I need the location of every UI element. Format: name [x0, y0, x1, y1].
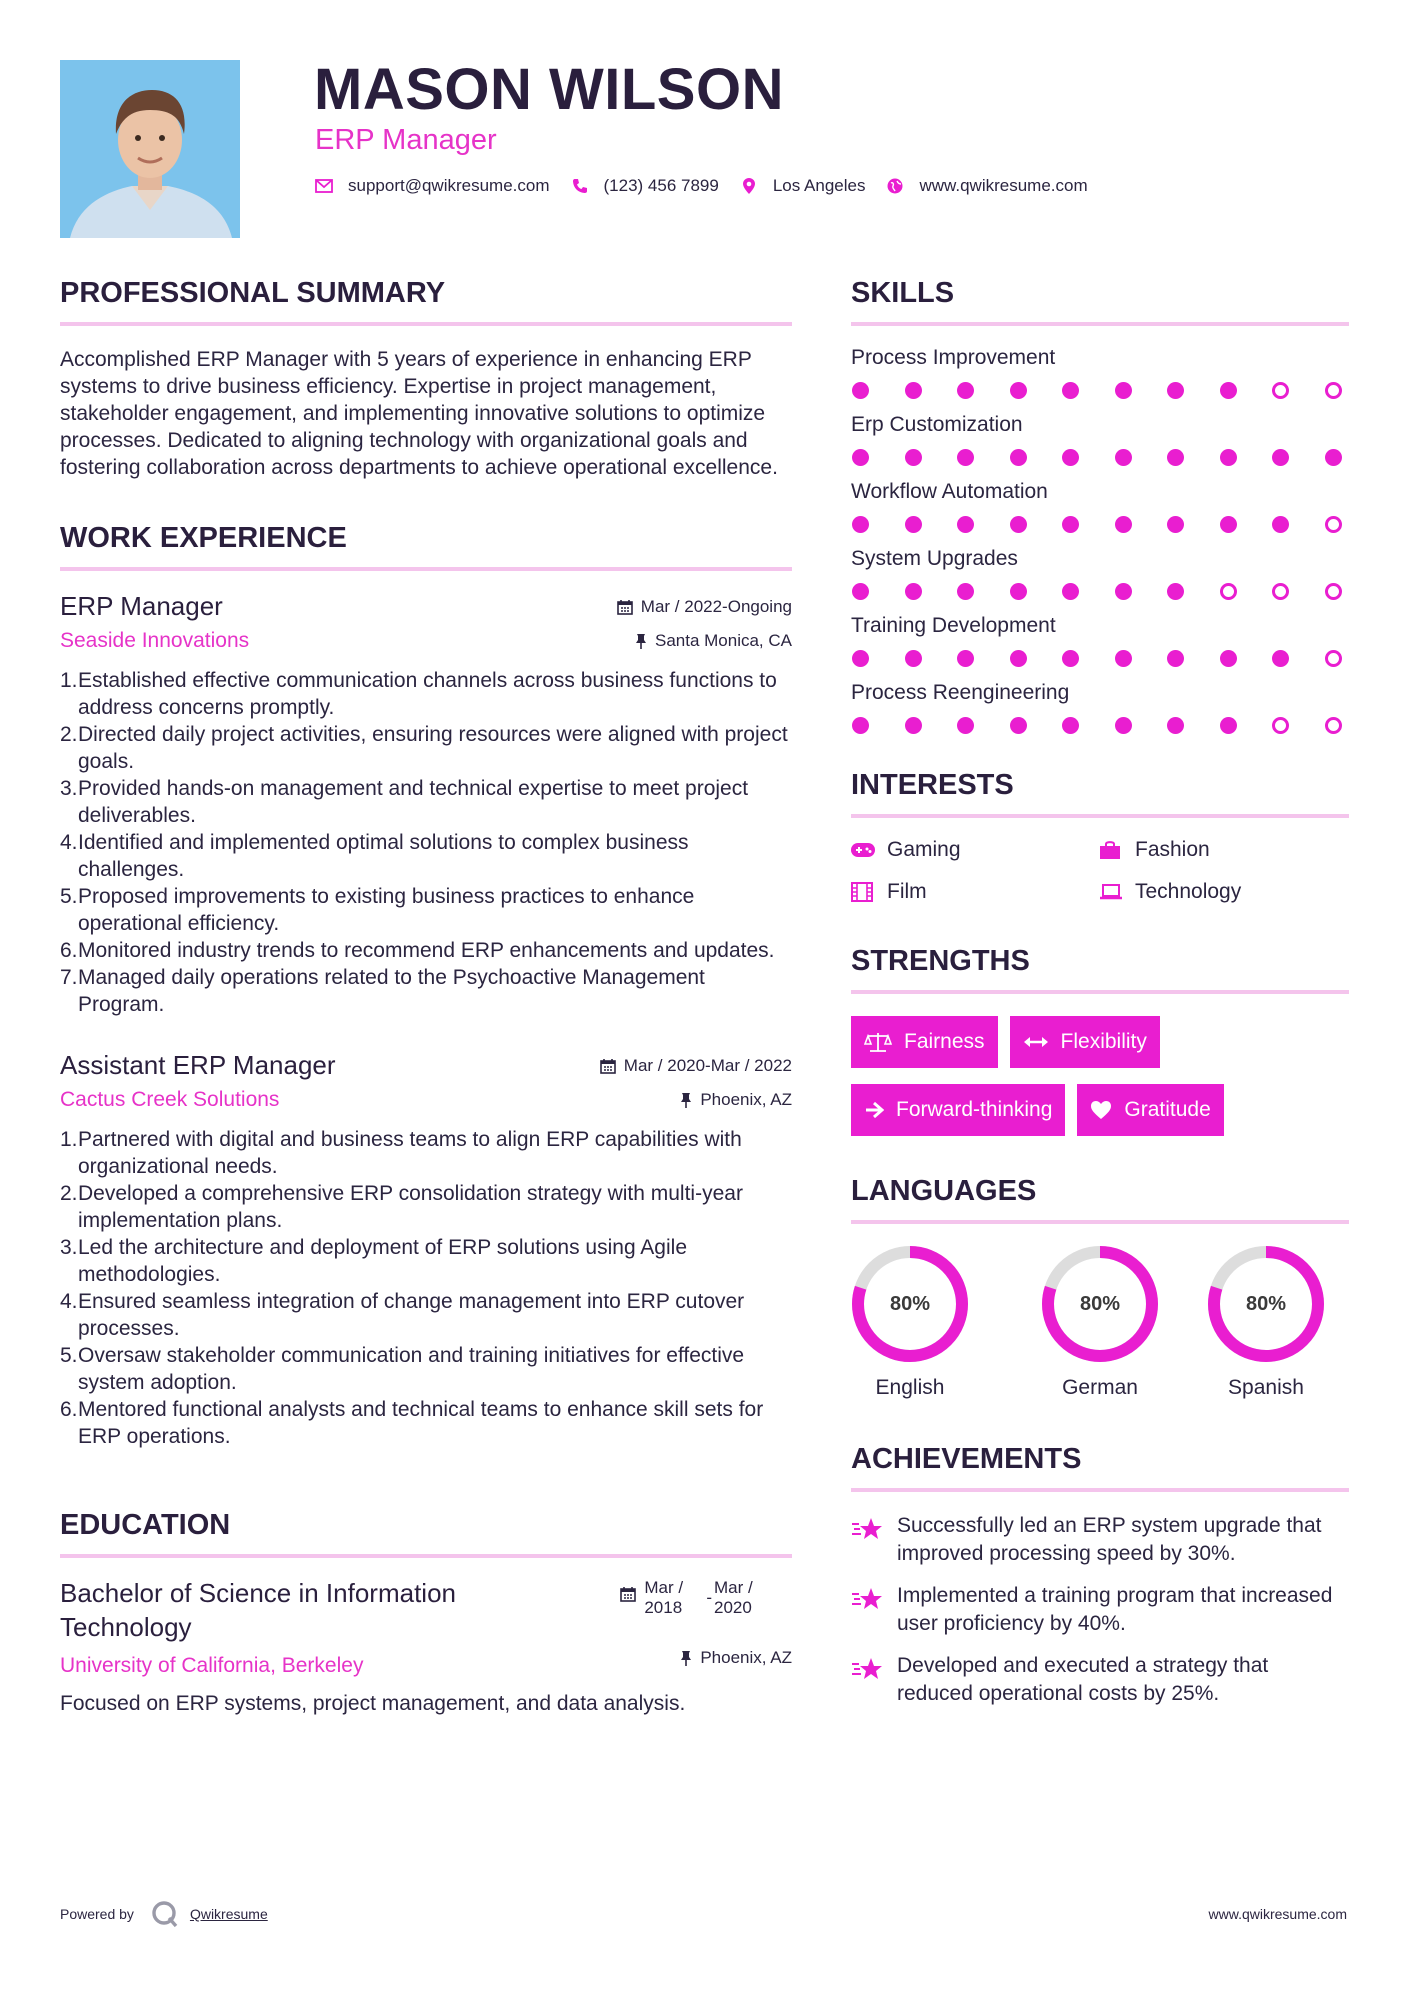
rating-dot-empty	[1325, 583, 1342, 600]
balance-scale-icon	[864, 1031, 892, 1053]
skill-item	[851, 612, 1349, 667]
list-item: 7. Managed daily operations related to the Psychoactive Management Program.	[60, 966, 705, 1016]
laptop-icon	[1099, 882, 1123, 902]
skill-rating	[852, 650, 1342, 667]
strength-label: Flexibility	[1060, 1030, 1147, 1053]
heart-icon	[1090, 1100, 1112, 1120]
skill-name: System Upgrades	[851, 547, 1018, 570]
strength-chip	[1077, 1084, 1223, 1136]
list-item: 2. Directed daily project activities, ensuring resources were aligned with project goals.	[60, 723, 788, 773]
job-dates-text: Mar / 2022-Ongoing	[640, 597, 792, 616]
skill-item	[851, 411, 1349, 466]
rating-dot-filled	[1325, 449, 1342, 466]
rating-dot-filled	[905, 516, 922, 533]
job-dates-text: Mar / 2020-Mar / 2022	[623, 1056, 792, 1075]
qwikresume-logo-icon	[150, 1899, 180, 1929]
candidate-name: MASON WILSON	[314, 57, 784, 122]
rating-dot-empty	[1325, 516, 1342, 533]
interest-item	[1099, 880, 1347, 904]
list-item: 6. Mentored functional analysts and technical teams to enhance skill sets for ERP operations.	[60, 1398, 764, 1448]
experience-heading: WORK EXPERIENCE	[60, 519, 792, 571]
skills-list	[851, 344, 1349, 734]
skill-name: Workflow Automation	[851, 480, 1048, 503]
job-dates	[600, 1054, 792, 1078]
job-bullets	[60, 1126, 792, 1450]
rating-dot-filled	[1167, 650, 1184, 667]
phone-icon	[570, 176, 590, 196]
calendar-icon	[617, 599, 633, 615]
language-name: Spanish	[1228, 1376, 1304, 1399]
list-item: 1. Established effective communication channels across business functions to address concerns promptly.	[60, 669, 777, 719]
skill-rating	[852, 449, 1342, 466]
language-progress-ring	[1206, 1244, 1326, 1364]
contact-website[interactable]	[885, 176, 1087, 196]
rating-dot-empty	[1325, 650, 1342, 667]
skill-rating	[852, 516, 1342, 533]
list-item: 3. Led the architecture and deployment of ERP solutions using Agile methodologies.	[60, 1236, 687, 1286]
list-item: 3. Provided hands-on management and technical expertise to meet project deliverables.	[60, 777, 749, 827]
education-entry	[60, 1576, 792, 1717]
rating-dot-filled	[957, 382, 974, 399]
interest-label: Gaming	[887, 838, 961, 861]
interest-item	[851, 880, 1099, 904]
language-percent: 80%	[1245, 1292, 1287, 1315]
strength-chip	[851, 1016, 998, 1068]
interest-item	[851, 838, 1099, 862]
list-item: 5. Oversaw stakeholder communication and training initiatives for effective system adoption.	[60, 1344, 745, 1394]
rating-dot-filled	[1220, 650, 1237, 667]
skill-item	[851, 478, 1349, 533]
rating-dot-filled	[1115, 583, 1132, 600]
shooting-star-icon	[851, 1652, 885, 1708]
location-text: Los Angeles	[772, 176, 866, 195]
rating-dot-filled	[905, 650, 922, 667]
skill-name: Process Reengineering	[851, 681, 1070, 704]
rating-dot-filled	[1220, 382, 1237, 399]
rating-dot-empty	[1325, 717, 1342, 734]
education-heading: EDUCATION	[60, 1506, 792, 1558]
education-start: Mar / 2018	[644, 1578, 684, 1617]
strengths-heading: STRENGTHS	[851, 942, 1349, 994]
rating-dot-filled	[957, 650, 974, 667]
job-entry	[60, 1048, 792, 1450]
job-role: Assistant ERP Manager	[60, 1050, 336, 1080]
interest-label: Technology	[1135, 880, 1242, 903]
strength-label: Fairness	[904, 1030, 985, 1053]
rating-dot-filled	[1115, 516, 1132, 533]
rating-dot-filled	[1010, 717, 1027, 734]
rating-dot-filled	[1010, 650, 1027, 667]
date-separator: -	[706, 1588, 712, 1607]
arrow-right-icon	[864, 1101, 884, 1119]
footer-site[interactable]: www.qwikresume.com	[1208, 1906, 1347, 1922]
contact-location	[739, 176, 866, 196]
rating-dot-filled	[957, 717, 974, 734]
rating-dot-filled	[1167, 583, 1184, 600]
job-location	[600, 1088, 792, 1112]
strength-label: Gratitude	[1124, 1098, 1211, 1121]
list-item: 6. Monitored industry trends to recommend ERP enhancements and updates.	[60, 939, 775, 962]
rating-dot-filled	[1062, 583, 1079, 600]
rating-dot-filled	[1010, 516, 1027, 533]
website-text: www.qwikresume.com	[919, 176, 1088, 195]
right-column	[851, 274, 1349, 1722]
education-school: University of California, Berkeley	[60, 1654, 364, 1677]
rating-dot-filled	[852, 382, 869, 399]
profile-photo	[60, 60, 240, 238]
education-end: Mar / 2020	[714, 1578, 753, 1617]
languages-list	[851, 1244, 1349, 1400]
education-description: Focused on ERP systems, project management, and data analysis.	[60, 1692, 686, 1715]
email-text: support@qwikresume.com	[348, 176, 550, 195]
rating-dot-filled	[1010, 382, 1027, 399]
rating-dot-filled	[852, 717, 869, 734]
skill-item	[851, 545, 1349, 600]
language-name: German	[1062, 1376, 1138, 1399]
pushpin-icon	[680, 1650, 692, 1666]
rating-dot-filled	[1010, 449, 1027, 466]
list-item: 1. Partnered with digital and business teams to align ERP capabilities with organizational needs.	[60, 1128, 742, 1178]
map-pin-icon	[739, 176, 759, 196]
globe-icon	[885, 176, 905, 196]
education-dates	[620, 1578, 792, 1618]
rating-dot-filled	[1167, 717, 1184, 734]
rating-dot-filled	[905, 583, 922, 600]
rating-dot-filled	[1115, 382, 1132, 399]
rating-dot-filled	[1220, 449, 1237, 466]
brand-link[interactable]: Qwikresume	[189, 1906, 268, 1922]
job-company: Seaside Innovations	[60, 629, 250, 652]
rating-dot-empty	[1272, 717, 1289, 734]
strength-chip	[1010, 1016, 1160, 1068]
language-percent: 80%	[889, 1292, 931, 1315]
language-name: English	[875, 1376, 945, 1399]
job-company: Cactus Creek Solutions	[60, 1088, 280, 1111]
achievement-item	[851, 1582, 1349, 1638]
interest-label: Fashion	[1135, 838, 1210, 861]
rating-dot-filled	[1272, 650, 1289, 667]
film-icon	[851, 882, 875, 902]
education-location-text: Phoenix, AZ	[700, 1648, 792, 1667]
contact-phone[interactable]	[570, 176, 719, 196]
calendar-icon	[620, 1586, 636, 1602]
language-progress-ring	[850, 1244, 970, 1364]
shooting-star-icon	[851, 1512, 885, 1568]
powered-by-text: Powered by	[60, 1906, 134, 1922]
strength-chip	[851, 1084, 1065, 1136]
rating-dot-filled	[852, 516, 869, 533]
interests-grid	[851, 838, 1349, 904]
achievement-item	[851, 1512, 1349, 1568]
achievement-text: Implemented a training program that increased user proficiency by 40%.	[897, 1584, 1333, 1635]
pushpin-icon	[635, 633, 647, 649]
job-location-text: Santa Monica, CA	[654, 631, 792, 650]
rating-dot-filled	[1062, 516, 1079, 533]
languages-heading: LANGUAGES	[851, 1172, 1349, 1224]
skills-heading: SKILLS	[851, 274, 1349, 326]
education-degree: Bachelor of Science in Information Technology	[60, 1578, 456, 1642]
rating-dot-filled	[1272, 449, 1289, 466]
rating-dot-filled	[957, 583, 974, 600]
rating-dot-filled	[1062, 650, 1079, 667]
rating-dot-filled	[957, 449, 974, 466]
rating-dot-empty	[1272, 382, 1289, 399]
rating-dot-filled	[905, 382, 922, 399]
rating-dot-filled	[852, 583, 869, 600]
rating-dot-empty	[1325, 382, 1342, 399]
pushpin-icon	[680, 1092, 692, 1108]
rating-dot-filled	[1272, 516, 1289, 533]
interests-heading: INTERESTS	[851, 766, 1349, 818]
rating-dot-filled	[905, 449, 922, 466]
skill-name: Process Improvement	[851, 346, 1056, 369]
rating-dot-filled	[1062, 717, 1079, 734]
list-item: 4. Ensured seamless integration of change management into ERP cutover processes.	[60, 1290, 745, 1340]
rating-dot-filled	[1115, 717, 1132, 734]
envelope-icon	[314, 176, 334, 196]
achievement-text: Developed and executed a strategy that reduced operational costs by 25%.	[897, 1654, 1269, 1705]
contact-email[interactable]	[314, 176, 550, 196]
rating-dot-filled	[957, 516, 974, 533]
rating-dot-filled	[1062, 382, 1079, 399]
language-item	[851, 1244, 969, 1400]
language-progress-ring	[1040, 1244, 1160, 1364]
left-column	[60, 274, 792, 1717]
rating-dot-filled	[1062, 449, 1079, 466]
rating-dot-filled	[1167, 516, 1184, 533]
list-item: 5. Proposed improvements to existing business practices to enhance operational efficiency.	[60, 885, 695, 935]
rating-dot-filled	[1010, 583, 1027, 600]
rating-dot-filled	[1115, 650, 1132, 667]
gamepad-icon	[851, 840, 875, 860]
job-location	[617, 629, 792, 653]
skill-item	[851, 679, 1349, 734]
achievement-text: Successfully led an ERP system upgrade that improved processing speed by 30%.	[897, 1514, 1322, 1565]
shooting-star-icon	[851, 1582, 885, 1638]
rating-dot-filled	[1167, 382, 1184, 399]
summary-heading: PROFESSIONAL SUMMARY	[60, 274, 792, 326]
skill-name: Erp Customization	[851, 413, 1023, 436]
job-role: ERP Manager	[60, 591, 223, 621]
language-item	[1017, 1244, 1183, 1400]
rating-dot-filled	[1220, 717, 1237, 734]
interest-label: Film	[887, 880, 927, 903]
contact-bar	[314, 176, 1108, 196]
rating-dot-filled	[852, 449, 869, 466]
rating-dot-filled	[1115, 449, 1132, 466]
interest-item	[1099, 838, 1347, 862]
list-item: 4. Identified and implemented optimal solutions to complex business challenges.	[60, 831, 689, 881]
rating-dot-filled	[852, 650, 869, 667]
job-dates	[617, 595, 792, 619]
rating-dot-empty	[1272, 583, 1289, 600]
skill-item	[851, 344, 1349, 399]
language-item	[1183, 1244, 1349, 1400]
list-item: 2. Developed a comprehensive ERP consolidation strategy with multi-year implementation plans.	[60, 1182, 743, 1232]
rating-dot-filled	[1167, 449, 1184, 466]
shopping-bag-icon	[1099, 840, 1123, 860]
language-percent: 80%	[1079, 1292, 1121, 1315]
skill-rating	[852, 717, 1342, 734]
phone-text: (123) 456 7899	[603, 176, 719, 195]
job-entry	[60, 589, 792, 1018]
candidate-title: ERP Manager	[315, 124, 497, 156]
skill-rating	[852, 583, 1342, 600]
summary-text: Accomplished ERP Manager with 5 years of experience in enhancing ERP systems to drive business efficiency. Expertise in project management, stakeholder engagement, and implementing innovative solutions to optimize processes. Dedicated to aligning technology with organizational goals and fostering collaboration across departments to achieve operational excellence.	[60, 348, 778, 479]
calendar-icon	[600, 1058, 616, 1074]
footer-powered-by	[60, 1899, 268, 1929]
achievement-item	[851, 1652, 1349, 1708]
education-location	[620, 1646, 792, 1670]
arrows-horizontal-icon	[1023, 1035, 1049, 1049]
skill-rating	[852, 382, 1342, 399]
strength-label: Forward-thinking	[896, 1098, 1053, 1121]
achievements-heading: ACHIEVEMENTS	[851, 1440, 1349, 1492]
job-location-text: Phoenix, AZ	[700, 1090, 792, 1109]
achievements-list	[851, 1512, 1349, 1708]
rating-dot-filled	[905, 717, 922, 734]
rating-dot-filled	[1220, 516, 1237, 533]
skill-name: Training Development	[851, 614, 1056, 637]
job-bullets	[60, 667, 792, 1018]
rating-dot-empty	[1220, 583, 1237, 600]
strengths-list	[851, 1016, 1349, 1136]
